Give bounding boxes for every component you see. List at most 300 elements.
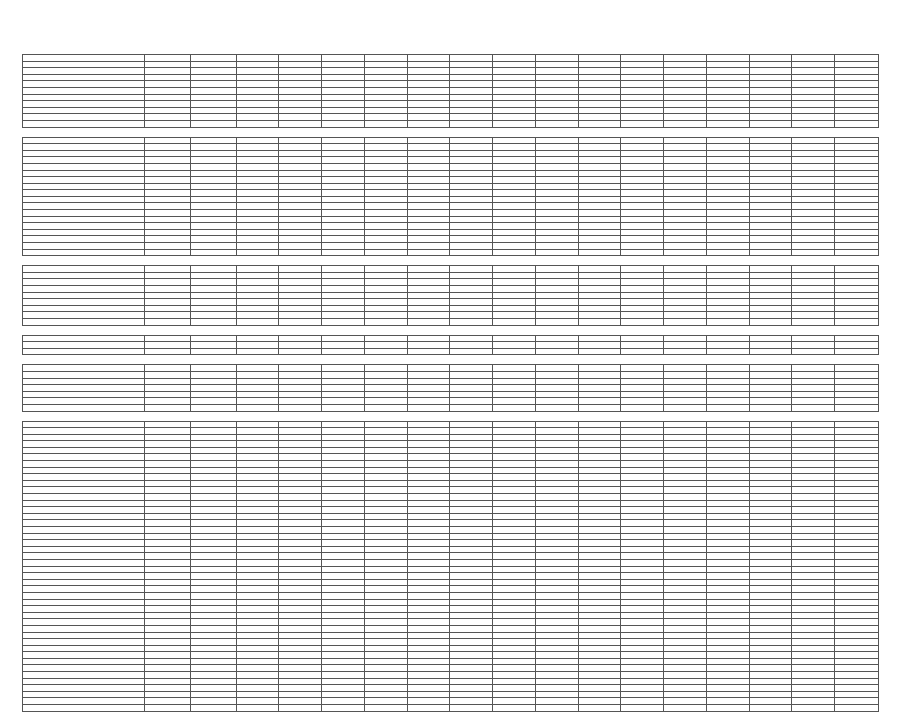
value-cell: [145, 371, 191, 378]
value-cell: [407, 507, 450, 514]
address-cell: [23, 691, 145, 698]
value-cell: [407, 144, 450, 151]
value-cell: [493, 454, 536, 461]
value-cell: [493, 507, 536, 514]
value-cell: [493, 107, 536, 114]
value-cell: [621, 540, 664, 547]
value-cell: [664, 540, 707, 547]
value-cell: [236, 223, 279, 230]
table-row: [23, 698, 879, 705]
value-cell: [749, 398, 792, 405]
value-cell: [792, 507, 835, 514]
value-cell: [835, 170, 879, 177]
value-cell: [322, 527, 365, 534]
value-cell: [621, 487, 664, 494]
value-cell: [835, 421, 879, 428]
value-cell: [792, 286, 835, 293]
value-cell: [236, 685, 279, 692]
value-cell: [322, 639, 365, 646]
address-cell: [23, 527, 145, 534]
value-cell: [364, 461, 407, 468]
value-cell: [407, 480, 450, 487]
value-cell: [835, 183, 879, 190]
value-cell: [749, 61, 792, 68]
value-cell: [749, 157, 792, 164]
value-cell: [322, 385, 365, 392]
value-cell: [792, 391, 835, 398]
value-cell: [535, 592, 578, 599]
value-cell: [190, 114, 236, 121]
value-cell: [407, 150, 450, 157]
value-cell: [322, 500, 365, 507]
value-cell: [322, 672, 365, 679]
address-cell: [23, 335, 145, 342]
value-cell: [145, 312, 191, 319]
address-cell: [23, 229, 145, 236]
subtotal-value: [621, 705, 664, 712]
value-cell: [835, 586, 879, 593]
value-cell: [493, 229, 536, 236]
value-cell: [535, 421, 578, 428]
value-cell: [792, 691, 835, 698]
value-cell: [450, 573, 493, 580]
value-cell: [664, 279, 707, 286]
value-cell: [664, 559, 707, 566]
value-cell: [706, 279, 749, 286]
value-cell: [493, 441, 536, 448]
value-cell: [706, 210, 749, 217]
value-cell: [279, 190, 322, 197]
value-cell: [279, 87, 322, 94]
value-cell: [279, 243, 322, 250]
value-cell: [749, 599, 792, 606]
subtotal-value: [493, 249, 536, 256]
value-cell: [450, 177, 493, 184]
value-cell: [364, 599, 407, 606]
value-cell: [835, 266, 879, 273]
value-cell: [145, 266, 191, 273]
value-cell: [578, 507, 621, 514]
value-cell: [792, 144, 835, 151]
value-cell: [145, 658, 191, 665]
value-cell: [578, 533, 621, 540]
value-cell: [236, 507, 279, 514]
value-cell: [279, 144, 322, 151]
value-cell: [236, 101, 279, 108]
value-cell: [407, 573, 450, 580]
subtotal-value: [792, 249, 835, 256]
value-cell: [535, 599, 578, 606]
value-cell: [364, 312, 407, 319]
value-cell: [190, 513, 236, 520]
value-cell: [835, 474, 879, 481]
value-cell: [407, 625, 450, 632]
value-cell: [621, 606, 664, 613]
value-cell: [706, 342, 749, 349]
value-cell: [322, 685, 365, 692]
value-cell: [664, 94, 707, 101]
value-cell: [664, 480, 707, 487]
value-cell: [145, 114, 191, 121]
value-cell: [145, 292, 191, 299]
value-cell: [706, 559, 749, 566]
table-row: [23, 163, 879, 170]
address-cell: [23, 163, 145, 170]
value-cell: [792, 573, 835, 580]
value-cell: [621, 398, 664, 405]
value-cell: [145, 592, 191, 599]
value-cell: [535, 378, 578, 385]
value-cell: [664, 81, 707, 88]
value-cell: [835, 243, 879, 250]
value-cell: [835, 566, 879, 573]
address-cell: [23, 500, 145, 507]
table-row: [23, 480, 879, 487]
value-cell: [493, 266, 536, 273]
value-cell: [792, 421, 835, 428]
value-cell: [621, 480, 664, 487]
subtotal-value: [364, 348, 407, 355]
value-cell: [621, 658, 664, 665]
value-cell: [621, 55, 664, 62]
value-cell: [407, 592, 450, 599]
address-cell: [23, 546, 145, 553]
value-cell: [706, 365, 749, 372]
value-cell: [706, 203, 749, 210]
value-cell: [493, 678, 536, 685]
value-cell: [664, 507, 707, 514]
subtotal-value: [279, 404, 322, 411]
value-cell: [792, 223, 835, 230]
address-cell: [23, 210, 145, 217]
value-cell: [364, 447, 407, 454]
value-cell: [621, 421, 664, 428]
value-cell: [236, 94, 279, 101]
subtotal-value: [190, 318, 236, 325]
value-cell: [145, 625, 191, 632]
subtotal-value: [535, 705, 578, 712]
value-cell: [236, 243, 279, 250]
value-cell: [749, 612, 792, 619]
value-cell: [407, 672, 450, 679]
value-cell: [322, 559, 365, 566]
value-cell: [578, 639, 621, 646]
value-cell: [835, 81, 879, 88]
value-cell: [236, 559, 279, 566]
value-cell: [322, 236, 365, 243]
value-cell: [664, 223, 707, 230]
value-cell: [792, 546, 835, 553]
value-cell: [535, 520, 578, 527]
value-cell: [706, 196, 749, 203]
value-cell: [706, 243, 749, 250]
value-cell: [621, 625, 664, 632]
value-cell: [664, 513, 707, 520]
value-cell: [190, 365, 236, 372]
value-cell: [621, 286, 664, 293]
value-cell: [621, 507, 664, 514]
value-cell: [792, 210, 835, 217]
value-cell: [190, 378, 236, 385]
subtotal-value: [749, 348, 792, 355]
value-cell: [279, 378, 322, 385]
value-cell: [236, 500, 279, 507]
value-cell: [578, 114, 621, 121]
value-cell: [407, 203, 450, 210]
value-cell: [145, 500, 191, 507]
value-cell: [322, 279, 365, 286]
table-row: [23, 500, 879, 507]
value-cell: [322, 150, 365, 157]
value-cell: [236, 428, 279, 435]
table-row: [23, 579, 879, 586]
value-cell: [236, 177, 279, 184]
value-cell: [236, 652, 279, 659]
value-cell: [578, 236, 621, 243]
value-cell: [835, 378, 879, 385]
subtotal-value: [578, 249, 621, 256]
subtotal-value: [621, 318, 664, 325]
value-cell: [364, 553, 407, 560]
value-cell: [145, 467, 191, 474]
value-cell: [407, 398, 450, 405]
value-cell: [279, 533, 322, 540]
address-cell: [23, 625, 145, 632]
value-cell: [664, 672, 707, 679]
value-cell: [749, 480, 792, 487]
table-row: [23, 685, 879, 692]
value-cell: [236, 170, 279, 177]
value-cell: [664, 216, 707, 223]
address-cell: [23, 619, 145, 626]
value-cell: [279, 421, 322, 428]
value-cell: [621, 467, 664, 474]
value-cell: [450, 299, 493, 306]
address-cell: [23, 533, 145, 540]
value-cell: [145, 447, 191, 454]
value-cell: [145, 183, 191, 190]
value-cell: [749, 150, 792, 157]
value-cell: [706, 229, 749, 236]
value-cell: [535, 691, 578, 698]
value-cell: [364, 507, 407, 514]
value-cell: [450, 645, 493, 652]
subtotal-value: [145, 249, 191, 256]
value-cell: [279, 312, 322, 319]
value-cell: [578, 365, 621, 372]
value-cell: [279, 645, 322, 652]
value-cell: [706, 434, 749, 441]
value-cell: [835, 487, 879, 494]
value-cell: [621, 223, 664, 230]
value-cell: [835, 391, 879, 398]
value-cell: [493, 243, 536, 250]
value-cell: [407, 378, 450, 385]
value-cell: [450, 665, 493, 672]
value-cell: [190, 144, 236, 151]
subtotal-value: [322, 120, 365, 127]
value-cell: [749, 170, 792, 177]
value-cell: [450, 639, 493, 646]
value-cell: [749, 292, 792, 299]
value-cell: [664, 566, 707, 573]
value-cell: [621, 559, 664, 566]
value-cell: [706, 698, 749, 705]
value-cell: [621, 299, 664, 306]
value-cell: [664, 658, 707, 665]
value-cell: [145, 480, 191, 487]
value-cell: [493, 665, 536, 672]
value-cell: [749, 365, 792, 372]
value-cell: [535, 652, 578, 659]
value-cell: [792, 672, 835, 679]
value-cell: [236, 487, 279, 494]
value-cell: [493, 658, 536, 665]
address-cell: [23, 559, 145, 566]
value-cell: [493, 286, 536, 293]
value-cell: [279, 467, 322, 474]
value-cell: [493, 691, 536, 698]
value-cell: [145, 279, 191, 286]
value-cell: [792, 94, 835, 101]
value-cell: [792, 203, 835, 210]
value-cell: [145, 157, 191, 164]
value-cell: [145, 434, 191, 441]
value-cell: [190, 698, 236, 705]
value-cell: [493, 527, 536, 534]
value-cell: [279, 678, 322, 685]
value-cell: [364, 606, 407, 613]
value-cell: [664, 698, 707, 705]
table-row: [23, 243, 879, 250]
value-cell: [706, 606, 749, 613]
value-cell: [621, 183, 664, 190]
value-cell: [835, 559, 879, 566]
value-cell: [190, 434, 236, 441]
value-cell: [535, 81, 578, 88]
value-cell: [236, 566, 279, 573]
value-cell: [578, 441, 621, 448]
subtotal-value: [535, 120, 578, 127]
value-cell: [664, 107, 707, 114]
value-cell: [535, 55, 578, 62]
value-cell: [236, 203, 279, 210]
table-row: [23, 447, 879, 454]
value-cell: [835, 527, 879, 534]
value-cell: [236, 592, 279, 599]
value-cell: [145, 150, 191, 157]
subtotal-value: [407, 404, 450, 411]
value-cell: [493, 474, 536, 481]
value-cell: [279, 398, 322, 405]
subtotal-value: [450, 318, 493, 325]
table-row: [23, 210, 879, 217]
value-cell: [236, 612, 279, 619]
value-cell: [145, 559, 191, 566]
subtotal-value: [279, 318, 322, 325]
subtotal-value: [749, 404, 792, 411]
value-cell: [364, 467, 407, 474]
subtotal-value: [835, 120, 879, 127]
value-cell: [749, 190, 792, 197]
value-cell: [364, 68, 407, 75]
value-cell: [535, 101, 578, 108]
value-cell: [236, 599, 279, 606]
value-cell: [279, 163, 322, 170]
value-cell: [835, 292, 879, 299]
value-cell: [279, 342, 322, 349]
value-cell: [279, 698, 322, 705]
value-cell: [792, 312, 835, 319]
address-cell: [23, 61, 145, 68]
value-cell: [792, 685, 835, 692]
value-cell: [279, 658, 322, 665]
value-cell: [578, 177, 621, 184]
table-row: [23, 342, 879, 349]
subtotal-value: [749, 249, 792, 256]
value-cell: [792, 454, 835, 461]
value-cell: [664, 236, 707, 243]
value-cell: [835, 342, 879, 349]
value-cell: [535, 170, 578, 177]
value-cell: [236, 378, 279, 385]
address-cell: [23, 243, 145, 250]
value-cell: [407, 566, 450, 573]
subtotal-value: [450, 120, 493, 127]
address-cell: [23, 107, 145, 114]
value-cell: [621, 391, 664, 398]
value-cell: [407, 68, 450, 75]
value-cell: [322, 520, 365, 527]
value-cell: [578, 342, 621, 349]
address-cell: [23, 698, 145, 705]
table-row: [23, 421, 879, 428]
value-cell: [792, 299, 835, 306]
value-cell: [621, 632, 664, 639]
value-cell: [145, 612, 191, 619]
value-cell: [407, 312, 450, 319]
value-cell: [407, 266, 450, 273]
value-cell: [322, 652, 365, 659]
value-cell: [664, 645, 707, 652]
value-cell: [706, 527, 749, 534]
value-cell: [792, 487, 835, 494]
value-cell: [279, 434, 322, 441]
value-cell: [190, 272, 236, 279]
subtotal-value: [236, 249, 279, 256]
value-cell: [450, 236, 493, 243]
value-cell: [279, 150, 322, 157]
table-row: [23, 107, 879, 114]
value-cell: [450, 216, 493, 223]
value-cell: [749, 652, 792, 659]
address-cell: [23, 447, 145, 454]
value-cell: [145, 177, 191, 184]
value-cell: [621, 447, 664, 454]
value-cell: [578, 665, 621, 672]
value-cell: [190, 474, 236, 481]
value-cell: [621, 365, 664, 372]
value-cell: [364, 177, 407, 184]
value-cell: [190, 170, 236, 177]
table-row: [23, 266, 879, 273]
value-cell: [792, 150, 835, 157]
value-cell: [706, 398, 749, 405]
value-cell: [364, 612, 407, 619]
value-cell: [493, 305, 536, 312]
address-cell: [23, 299, 145, 306]
value-cell: [145, 68, 191, 75]
